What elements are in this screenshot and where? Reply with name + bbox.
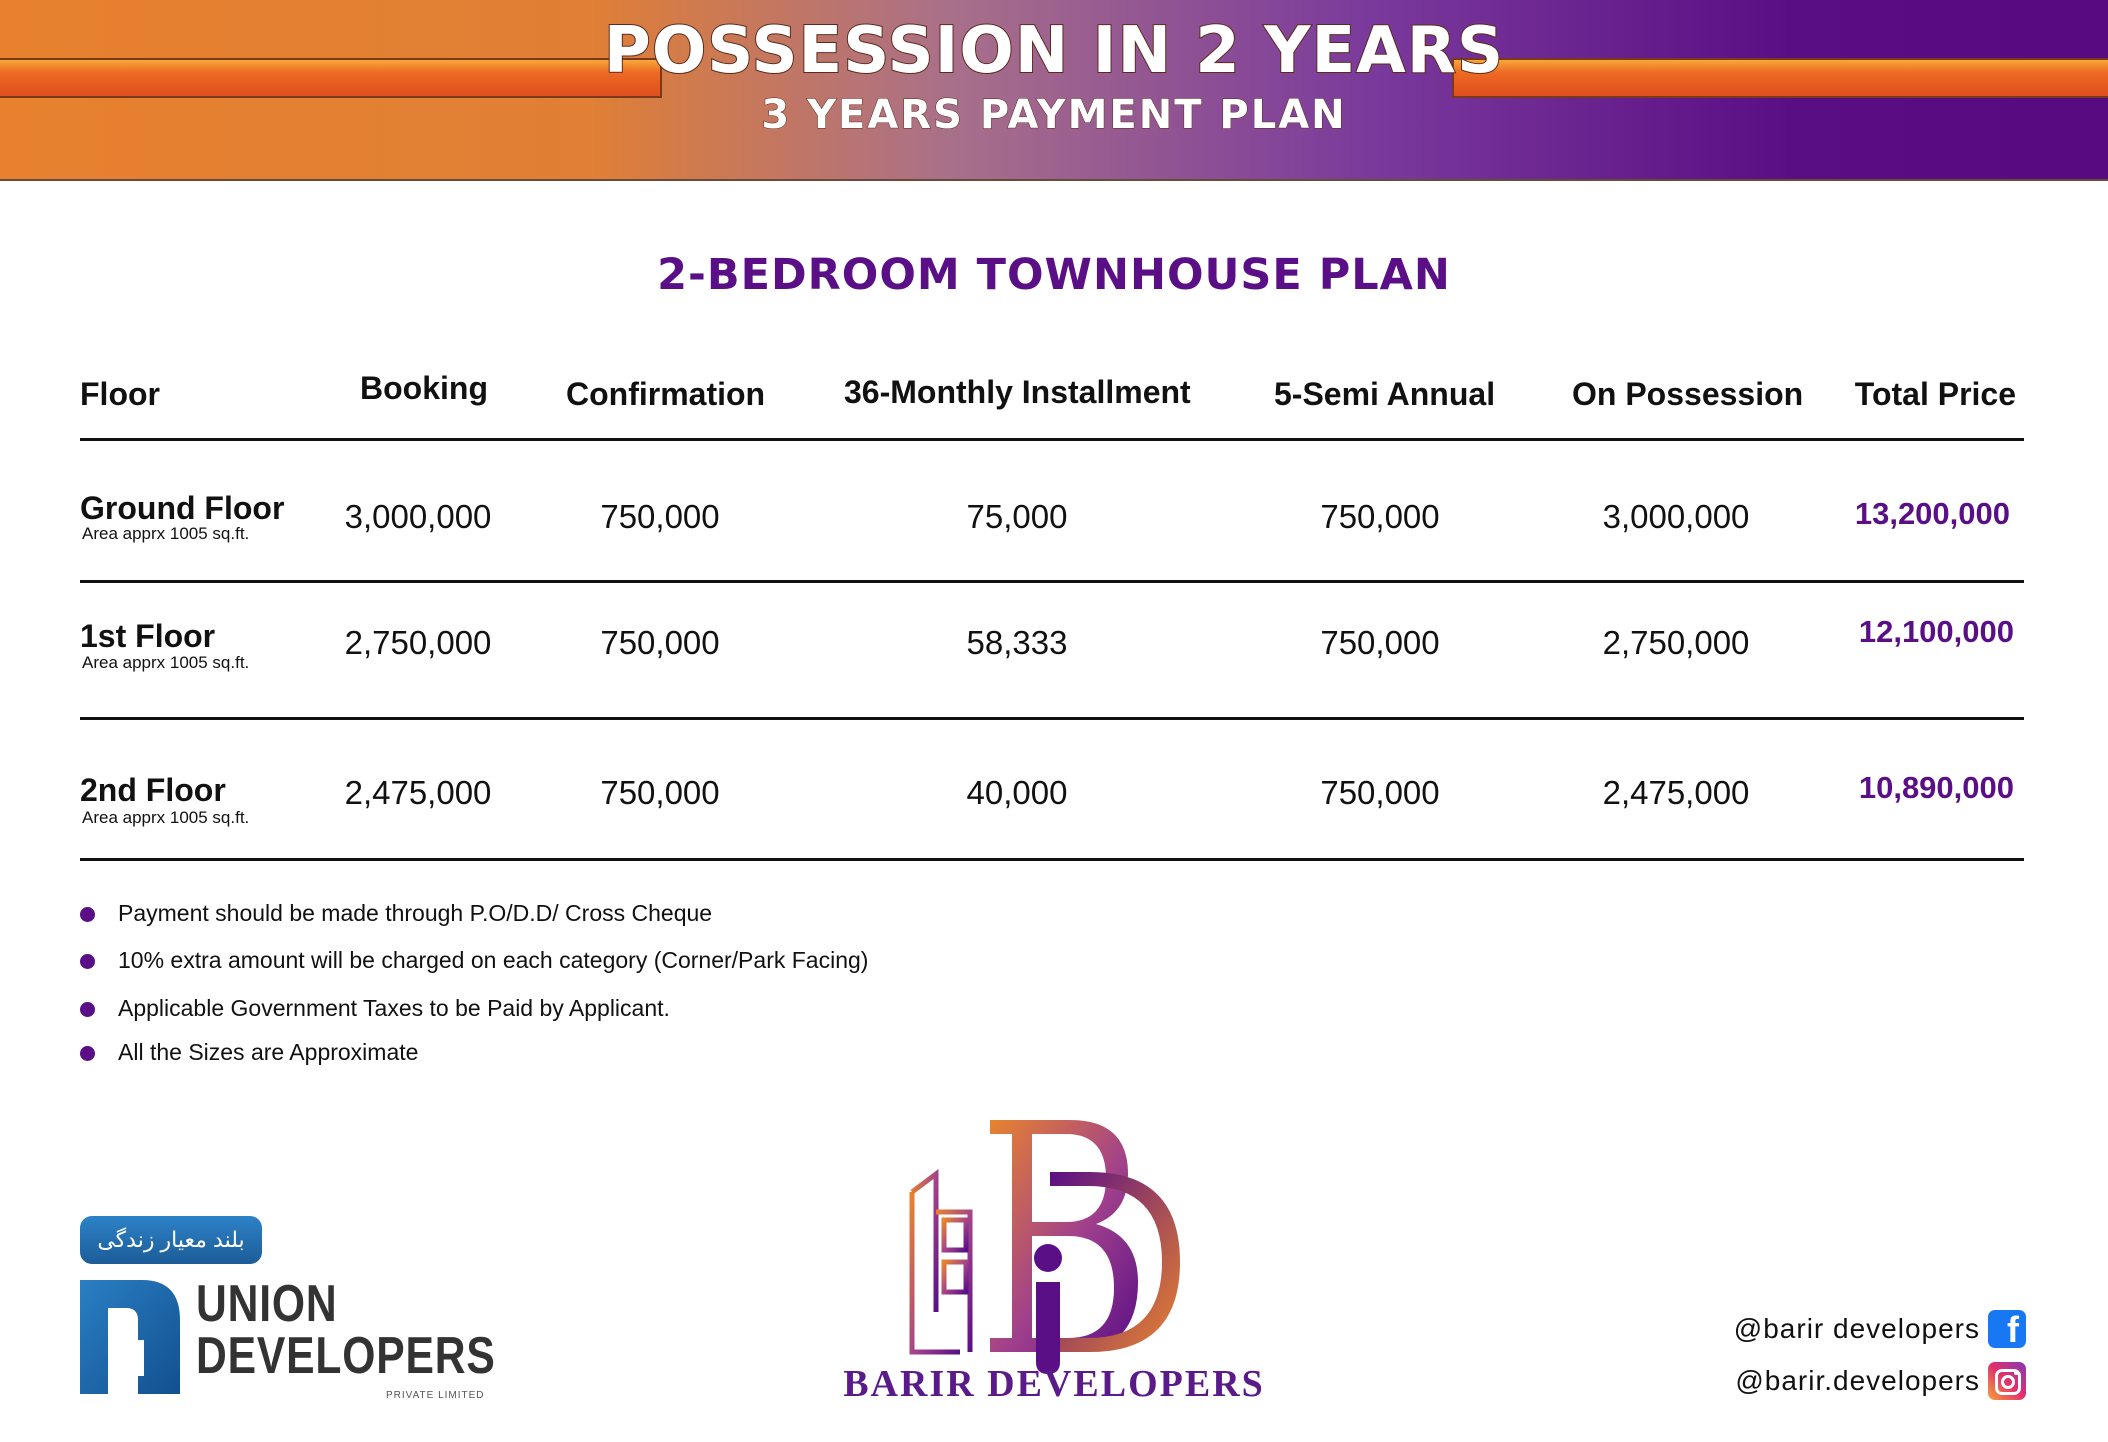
booking-value: 2,475,000 bbox=[344, 774, 492, 811]
monthly-installment-value: 58,333 bbox=[966, 624, 1068, 661]
floor-area: Area apprx 1005 sq.ft. bbox=[82, 524, 250, 543]
total-price-value: 12,100,000 bbox=[1858, 614, 2014, 649]
header-monthly-installment: 36-Monthly Installment bbox=[844, 374, 1191, 410]
bullet-icon bbox=[80, 907, 95, 922]
banner-title: POSSESSION IN 2 YEARS bbox=[603, 14, 1505, 88]
on-possession-value: 2,475,000 bbox=[1602, 774, 1750, 811]
instagram-icon bbox=[1988, 1362, 2026, 1400]
floor-area: Area apprx 1005 sq.ft. bbox=[82, 808, 250, 827]
row-divider bbox=[80, 717, 2024, 720]
plan-title: 2-BEDROOM TOWNHOUSE PLAN bbox=[657, 250, 1451, 300]
semi-annual-value: 750,000 bbox=[1320, 774, 1440, 811]
floor-name: 2nd Floor bbox=[80, 772, 226, 808]
table-bottom-rule bbox=[80, 858, 2024, 861]
facebook-handle-text: @barir developers bbox=[1733, 1313, 1980, 1344]
confirmation-value: 750,000 bbox=[600, 774, 720, 811]
semi-annual-value: 750,000 bbox=[1320, 498, 1440, 535]
union-tagline-badge: بلند معیار زندگی bbox=[80, 1216, 262, 1264]
semi-annual-value: 750,000 bbox=[1320, 624, 1440, 661]
instagram-handle-text: @barir.developers bbox=[1735, 1365, 1980, 1396]
header-total-price: Total Price bbox=[1854, 376, 2016, 412]
floor-name: 1st Floor bbox=[80, 618, 216, 654]
header-booking: Booking bbox=[360, 370, 488, 406]
union-name-line1: UNION bbox=[196, 1275, 338, 1333]
facebook-icon: f bbox=[1988, 1310, 2026, 1348]
monthly-installment-value: 40,000 bbox=[966, 774, 1068, 811]
booking-value: 2,750,000 bbox=[344, 624, 492, 661]
booking-value: 3,000,000 bbox=[344, 498, 492, 535]
confirmation-value: 750,000 bbox=[600, 498, 720, 535]
confirmation-value: 750,000 bbox=[600, 624, 720, 661]
bullet-icon bbox=[80, 1046, 95, 1061]
row-divider bbox=[80, 580, 2024, 583]
union-private-limited: PRIVATE LIMITED bbox=[386, 1390, 485, 1401]
barir-developers-name: BARIR DEVELOPERS bbox=[843, 1363, 1265, 1405]
header-floor: Floor bbox=[80, 376, 160, 412]
header-banner bbox=[0, 0, 2108, 181]
on-possession-value: 3,000,000 bbox=[1602, 498, 1750, 535]
header-on-possession: On Possession bbox=[1572, 376, 1804, 412]
union-name-line2: DEVELOPERS bbox=[196, 1327, 496, 1385]
on-possession-value: 2,750,000 bbox=[1602, 624, 1750, 661]
banner-subtitle: 3 YEARS PAYMENT PLAN bbox=[761, 92, 1347, 138]
floor-name: Ground Floor bbox=[80, 490, 285, 526]
total-price-value: 13,200,000 bbox=[1854, 496, 2010, 531]
instagram-handle[interactable] bbox=[1735, 1362, 2026, 1400]
facebook-handle[interactable] bbox=[1734, 1310, 2026, 1348]
header-semi-annual: 5-Semi Annual bbox=[1274, 376, 1496, 412]
total-price-value: 10,890,000 bbox=[1858, 770, 2014, 805]
floor-area: Area apprx 1005 sq.ft. bbox=[82, 653, 250, 672]
monthly-installment-value: 75,000 bbox=[966, 498, 1068, 535]
bullet-icon bbox=[80, 954, 95, 969]
header-divider bbox=[80, 438, 2024, 441]
bullet-icon bbox=[80, 1002, 95, 1017]
header-confirmation: Confirmation bbox=[566, 376, 766, 412]
